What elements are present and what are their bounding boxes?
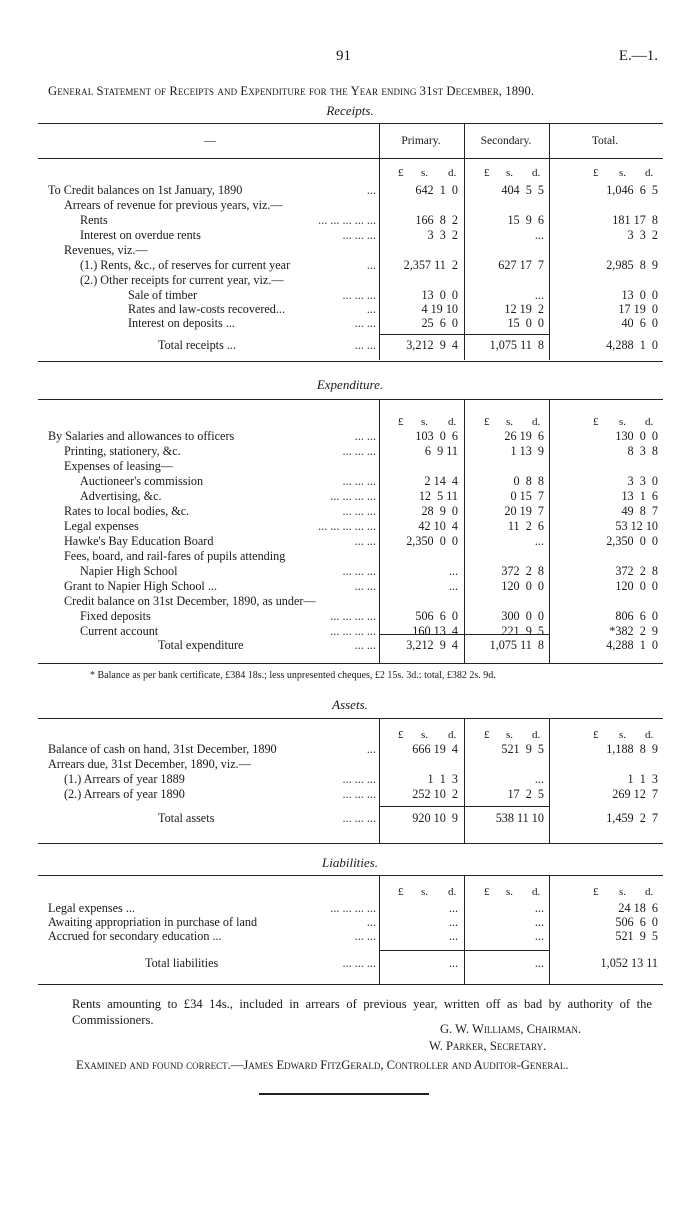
secondary-amount: 538 11 10 xyxy=(495,811,544,825)
header-bottom-rule xyxy=(38,158,663,159)
leader-dots: ... ... ... xyxy=(342,956,376,970)
closing-rule xyxy=(259,1093,429,1095)
primary-amount: 166 8 2 xyxy=(415,213,458,227)
table-row xyxy=(48,198,658,212)
leader-dots: ... ... ... ... ... xyxy=(318,213,376,227)
secondary-amount: 221 9 5 xyxy=(501,624,544,638)
row-label: Printing, stationery, &c. xyxy=(64,444,181,458)
secondary-amount: 300 0 0 xyxy=(501,609,544,623)
leader-dots: ... ... ... xyxy=(342,564,376,578)
primary-amount: 3,212 9 4 xyxy=(406,638,458,652)
unit-pound: £ xyxy=(484,167,490,179)
section-rule xyxy=(38,984,663,985)
unit-shilling: s. xyxy=(619,886,627,898)
table-row xyxy=(48,564,658,578)
leader-dots: ... ... ... xyxy=(342,288,376,302)
total-amount: 49 8 7 xyxy=(621,504,658,518)
primary-amount: ... xyxy=(448,564,458,578)
unit-shilling: s. xyxy=(421,167,429,179)
document-reference: E.—1. xyxy=(618,48,658,64)
row-label: Current account xyxy=(80,624,159,638)
row-label: (1.) Arrears of year 1889 xyxy=(64,772,185,786)
unit-shilling: s. xyxy=(506,167,514,179)
row-label: Total expenditure xyxy=(158,638,244,652)
table-row xyxy=(48,213,658,227)
total-amount: 8 3 8 xyxy=(627,444,658,458)
primary-amount: 13 0 0 xyxy=(421,288,458,302)
leader-dots: ... xyxy=(366,183,376,197)
leader-dots: ... ... xyxy=(354,316,376,330)
table-row xyxy=(48,273,658,287)
row-label: Credit balance on 31st December, 1890, as under— xyxy=(64,594,316,608)
unit-pence: d. xyxy=(645,886,654,898)
primary-amount: 642 1 0 xyxy=(415,183,458,197)
row-label: Auctioneer's commission xyxy=(80,474,204,488)
row-label: Hawke's Bay Education Board xyxy=(64,534,214,548)
primary-amount: 2,350 0 0 xyxy=(406,534,458,548)
row-label: Revenues, viz.— xyxy=(64,243,148,257)
total-amount: 1,052 13 11 xyxy=(600,956,658,970)
secondary-amount: ... xyxy=(534,956,544,970)
unit-pence: d. xyxy=(448,886,457,898)
row-label: Total receipts ... xyxy=(158,338,236,352)
secondary-amount: 521 9 5 xyxy=(501,742,544,756)
leader-dots: ... xyxy=(366,258,376,272)
row-label: Rates and law-costs recovered... xyxy=(128,302,286,316)
row-label: Expenses of leasing— xyxy=(64,459,173,473)
row-label: Awaiting appropriation in purchase of land xyxy=(48,915,258,929)
secondary-amount: 404 5 5 xyxy=(501,183,544,197)
row-label: Rents xyxy=(80,213,108,227)
total-row xyxy=(48,811,658,825)
subtotal-rule xyxy=(380,806,550,807)
primary-amount: 25 6 0 xyxy=(421,316,458,330)
section-rule xyxy=(38,663,663,664)
statement-title: General Statement of Receipts and Expenditure for the Year ending 31st December, 1890. xyxy=(48,84,535,98)
row-label: To Credit balances on 1st January, 1890 xyxy=(48,183,243,197)
primary-amount: 506 6 0 xyxy=(415,609,458,623)
liabilities-heading: Liabilities. xyxy=(322,855,378,870)
secondary-amount: 15 9 6 xyxy=(507,213,544,227)
primary-amount: ... xyxy=(448,901,458,915)
primary-amount: ... xyxy=(448,915,458,929)
column-header-total: Total. xyxy=(591,135,619,147)
total-amount: 3 3 0 xyxy=(627,474,658,488)
table-row xyxy=(48,288,658,302)
total-amount: 53 12 10 xyxy=(615,519,658,533)
footnote: * Balance as per bank certificate, £384 18s.; less unpresented cheques, £2 15s. 3d.: total, £382 2s. 9d. xyxy=(90,670,496,681)
unit-pence: d. xyxy=(448,416,457,428)
table-row xyxy=(48,742,658,756)
table-row xyxy=(48,929,658,943)
table-row xyxy=(48,519,658,533)
total-amount: 1 1 3 xyxy=(627,772,658,786)
leader-dots: ... ... ... ... xyxy=(330,609,376,623)
unit-shilling: s. xyxy=(421,886,429,898)
total-amount: 24 18 6 xyxy=(618,901,658,915)
total-amount: 2,985 8 9 xyxy=(606,258,658,272)
unit-shilling: s. xyxy=(619,416,627,428)
secondary-amount: ... xyxy=(534,929,544,943)
unit-pound: £ xyxy=(593,167,599,179)
secondary-amount: ... xyxy=(534,534,544,548)
table-row xyxy=(48,609,658,623)
total-amount: 120 0 0 xyxy=(615,579,658,593)
leader-dots: ... xyxy=(366,742,376,756)
unit-pence: d. xyxy=(645,729,654,741)
table-row xyxy=(48,504,658,518)
primary-amount: ... xyxy=(448,579,458,593)
unit-shilling: s. xyxy=(619,729,627,741)
secondary-amount: 12 19 2 xyxy=(504,302,544,316)
total-amount: 13 1 6 xyxy=(621,489,658,503)
leader-dots: ... ... ... xyxy=(342,811,376,825)
total-amount: 372 2 8 xyxy=(615,564,658,578)
primary-amount: 103 0 6 xyxy=(415,429,458,443)
primary-amount: 12 5 11 xyxy=(418,489,458,503)
unit-pence: d. xyxy=(448,167,457,179)
row-label: Fees, board, and rail-fares of pupils attending xyxy=(64,549,286,563)
total-amount: 40 6 0 xyxy=(621,316,658,330)
row-label: (2.) Arrears of year 1890 xyxy=(64,787,185,801)
row-label: Legal expenses ... xyxy=(48,901,135,915)
leader-dots: ... ... ... ... ... xyxy=(318,519,376,533)
unit-pound: £ xyxy=(484,886,490,898)
row-label: Grant to Napier High School ... xyxy=(64,579,217,593)
primary-amount: 920 10 9 xyxy=(412,811,458,825)
chairman-signature: G. W. Williams, Chairman. xyxy=(440,1022,582,1036)
section-rule xyxy=(38,875,663,876)
column-header-primary: Primary. xyxy=(401,135,441,147)
table-row xyxy=(48,772,658,786)
leader-dots: ... ... ... ... xyxy=(330,489,376,503)
unit-pence: d. xyxy=(532,167,541,179)
leader-dots: ... ... xyxy=(354,534,376,548)
unit-pence: d. xyxy=(448,729,457,741)
secondary-amount: ... xyxy=(534,901,544,915)
leader-dots: ... ... xyxy=(354,638,376,652)
row-label: (2.) Other receipts for current year, viz.— xyxy=(80,273,284,287)
primary-amount: 6 9 11 xyxy=(424,444,458,458)
secondary-amount: ... xyxy=(534,772,544,786)
leader-dots: ... ... ... xyxy=(342,474,376,488)
leader-dots: ... ... xyxy=(354,338,376,352)
total-row xyxy=(48,638,658,652)
unit-pound: £ xyxy=(398,886,404,898)
total-amount: 1,459 2 7 xyxy=(606,811,658,825)
leader-dots: ... ... xyxy=(354,429,376,443)
unit-shilling: s. xyxy=(506,416,514,428)
table-row xyxy=(48,228,658,242)
primary-amount: 3 3 2 xyxy=(427,228,458,242)
table-row xyxy=(48,579,658,593)
unit-pound: £ xyxy=(398,167,404,179)
secondary-amount: 0 15 7 xyxy=(510,489,544,503)
secondary-amount: 1 13 9 xyxy=(510,444,544,458)
unit-pence: d. xyxy=(532,886,541,898)
total-row xyxy=(48,956,658,970)
unit-shilling: s. xyxy=(506,886,514,898)
table-row xyxy=(48,429,658,443)
total-amount: *382 2 9 xyxy=(609,624,658,638)
row-label: (1.) Rents, &c., of reserves for current year xyxy=(80,258,291,272)
primary-amount: 252 10 2 xyxy=(412,787,458,801)
total-amount: 3 3 2 xyxy=(627,228,658,242)
row-label: Legal expenses xyxy=(64,519,139,533)
table-row xyxy=(48,183,658,197)
total-amount: 17 19 0 xyxy=(618,302,658,316)
primary-amount: ... xyxy=(448,956,458,970)
primary-amount: 1 1 3 xyxy=(427,772,458,786)
table-top-rule xyxy=(38,123,663,124)
row-label: Arrears of revenue for previous years, viz.— xyxy=(64,198,283,212)
total-amount: 269 12 7 xyxy=(612,787,658,801)
table-row xyxy=(48,243,658,257)
table-row xyxy=(48,534,658,548)
receipts-heading: Receipts. xyxy=(326,103,374,118)
leader-dots: ... ... ... xyxy=(342,444,376,458)
total-amount: 1,188 8 9 xyxy=(606,742,658,756)
secondary-amount: 17 2 5 xyxy=(507,787,544,801)
secondary-amount: 11 2 6 xyxy=(507,519,544,533)
page-number: 91 xyxy=(336,48,351,64)
leader-dots: ... ... xyxy=(354,929,376,943)
table-row xyxy=(48,444,658,458)
unit-pound: £ xyxy=(593,729,599,741)
unit-pence: d. xyxy=(645,416,654,428)
section-rule xyxy=(38,718,663,719)
row-label: Arrears due, 31st December, 1890, viz.— xyxy=(48,757,251,771)
primary-amount: 160 13 4 xyxy=(412,624,458,638)
unit-shilling: s. xyxy=(421,729,429,741)
unit-pence: d. xyxy=(532,416,541,428)
total-amount: 4,288 1 0 xyxy=(606,338,658,352)
secondary-amount: 26 19 6 xyxy=(504,429,544,443)
unit-pound: £ xyxy=(593,886,599,898)
table-row xyxy=(48,757,658,771)
total-amount: 521 9 5 xyxy=(615,929,658,943)
total-row xyxy=(48,338,658,352)
secondary-amount: 372 2 8 xyxy=(501,564,544,578)
leader-dots: ... ... ... xyxy=(342,787,376,801)
leader-dots: ... ... ... ... xyxy=(330,624,376,638)
expenditure-heading: Expenditure. xyxy=(316,377,384,392)
section-rule xyxy=(38,361,663,362)
total-amount: 130 0 0 xyxy=(615,429,658,443)
row-label: Fixed deposits xyxy=(80,609,151,623)
table-row xyxy=(48,594,658,608)
secondary-amount: 627 17 7 xyxy=(498,258,544,272)
leader-dots: ... ... ... xyxy=(342,504,376,518)
secondary-amount: 1,075 11 8 xyxy=(489,638,544,652)
total-amount: 13 0 0 xyxy=(621,288,658,302)
row-label: Rates to local bodies, &c. xyxy=(64,504,190,518)
leader-dots: ... xyxy=(366,915,376,929)
closing-note: Rents amounting to £34 14s., included in arrears of previous year, written off as bad by authority of the Commissioners. xyxy=(72,997,652,1027)
leader-dots: ... ... ... xyxy=(342,228,376,242)
assets-heading: Assets. xyxy=(332,697,368,712)
total-amount: 2,350 0 0 xyxy=(606,534,658,548)
secondary-amount: ... xyxy=(534,228,544,242)
unit-pound: £ xyxy=(484,729,490,741)
table-row xyxy=(48,316,658,330)
total-amount: 806 6 0 xyxy=(615,609,658,623)
table-row xyxy=(48,915,658,929)
row-label: Interest on deposits ... xyxy=(128,316,235,330)
primary-amount: 3,212 9 4 xyxy=(406,338,458,352)
table-row xyxy=(48,901,658,915)
unit-shilling: s. xyxy=(506,729,514,741)
subtotal-rule xyxy=(380,950,550,951)
total-amount: 4,288 1 0 xyxy=(606,638,658,652)
secondary-amount: 0 8 8 xyxy=(513,474,544,488)
primary-amount: 42 10 4 xyxy=(418,519,458,533)
unit-pence: d. xyxy=(532,729,541,741)
leader-dots: ... ... ... ... xyxy=(330,901,376,915)
total-amount: 181 17 8 xyxy=(612,213,658,227)
row-label: Advertising, &c. xyxy=(80,489,162,503)
row-label: Napier High School xyxy=(80,564,178,578)
secondary-amount: ... xyxy=(534,915,544,929)
unit-pound: £ xyxy=(398,729,404,741)
row-label: Accrued for secondary education ... xyxy=(48,929,222,943)
column-header-description: — xyxy=(204,135,216,147)
section-rule xyxy=(38,399,663,400)
subtotal-rule xyxy=(380,334,550,335)
primary-amount: 2 14 4 xyxy=(424,474,458,488)
section-rule xyxy=(38,843,663,844)
unit-pound: £ xyxy=(398,416,404,428)
table-row xyxy=(48,489,658,503)
row-label: Total liabilities xyxy=(145,956,219,970)
table-row xyxy=(48,549,658,563)
unit-shilling: s. xyxy=(421,416,429,428)
secondary-amount: 20 19 7 xyxy=(504,504,544,518)
total-amount: 1,046 6 5 xyxy=(606,183,658,197)
primary-amount: 28 9 0 xyxy=(421,504,458,518)
row-label: Balance of cash on hand, 31st December, 1890 xyxy=(48,742,277,756)
primary-amount: ... xyxy=(448,929,458,943)
column-header-secondary: Secondary. xyxy=(480,135,532,147)
total-amount: 506 6 0 xyxy=(615,915,658,929)
leader-dots: ... ... ... xyxy=(342,772,376,786)
secondary-amount: 15 0 0 xyxy=(507,316,544,330)
secondary-amount: 1,075 11 8 xyxy=(489,338,544,352)
primary-amount: 2,357 11 2 xyxy=(403,258,458,272)
unit-shilling: s. xyxy=(619,167,627,179)
row-label: Sale of timber xyxy=(128,288,198,302)
table-row xyxy=(48,258,658,272)
primary-amount: 4 19 10 xyxy=(421,302,458,316)
audit-statement: Examined and found correct.—James Edward FitzGerald, Controller and Auditor-General. xyxy=(76,1058,569,1072)
unit-pound: £ xyxy=(484,416,490,428)
secondary-amount: ... xyxy=(534,288,544,302)
table-row xyxy=(48,624,658,638)
secondary-amount: 120 0 0 xyxy=(501,579,544,593)
row-label: By Salaries and allowances to officers xyxy=(48,429,235,443)
leader-dots: ... ... xyxy=(354,579,376,593)
secretary-signature: W. Parker, Secretary. xyxy=(429,1039,547,1053)
unit-pound: £ xyxy=(593,416,599,428)
leader-dots: ... xyxy=(366,302,376,316)
row-label: Total assets xyxy=(158,811,215,825)
table-row xyxy=(48,459,658,473)
table-row xyxy=(48,787,658,801)
table-row xyxy=(48,474,658,488)
unit-pence: d. xyxy=(645,167,654,179)
table-row xyxy=(48,302,658,316)
row-label: Interest on overdue rents xyxy=(80,228,201,242)
primary-amount: 666 19 4 xyxy=(412,742,458,756)
